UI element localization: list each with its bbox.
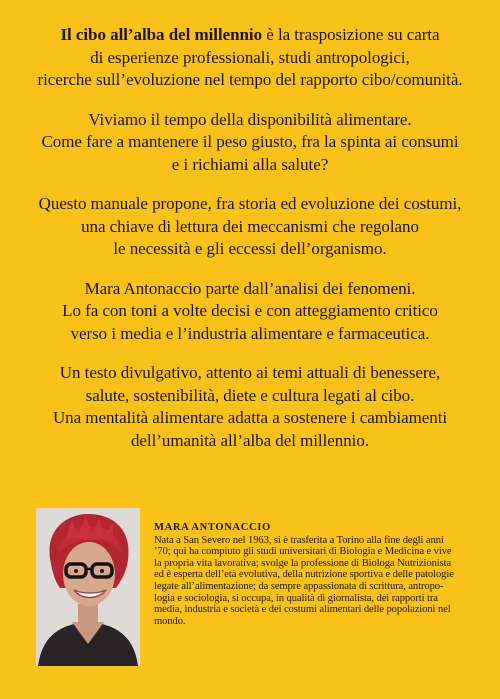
bio-line: logia e sociologia, si occupa, in qualità di giornalista, dei rapporti tra — [154, 592, 438, 604]
blurb-paragraph-5 — [14, 362, 486, 452]
author-portrait-image — [36, 508, 140, 666]
blurb — [14, 24, 486, 469]
blurb-line: Un testo divulgativo, attento ai temi attuali di benessere, — [59, 363, 441, 382]
blurb-paragraph-3 — [14, 193, 486, 261]
bio-line: ed è esperta dell’età evolutiva, della nutrizione sportiva e delle patologie — [154, 569, 454, 581]
blurb-text: è la trasposizione su carta — [262, 25, 440, 44]
book-title: Il cibo all’alba del millennio — [60, 25, 263, 44]
bio-line: media, industria e società e dei costumi alimentari delle popolazioni nel — [154, 604, 451, 616]
blurb-line: le necessità e gli eccessi dell’organismo. — [113, 239, 387, 258]
blurb-paragraph-4 — [14, 278, 486, 346]
bio-line: mondo. — [154, 615, 186, 627]
author-section — [36, 508, 486, 658]
author-bio — [154, 522, 486, 627]
bio-line: ’70; qui ha compiuto gli studi universitari di Biologia e Medicina e vive — [154, 546, 452, 558]
blurb-line: Lo fa con toni a volte decisi e con atteggiamento critico — [62, 301, 438, 320]
blurb-line: una chiave di lettura dei meccanismi che regolano — [81, 216, 419, 236]
blurb-line — [14, 24, 486, 47]
blurb-line: Una mentalità alimentare adatta a sostenere i cambiamenti — [52, 408, 448, 427]
blurb-line: di esperienze professionali, studi antropologici, — [90, 47, 410, 67]
blurb-line: salute, sostenibilità, diete e cultura legati al cibo. — [85, 385, 415, 405]
blurb-line: Questo manuale propone, fra storia ed evoluzione dei costumi, — [38, 194, 462, 213]
bio-line: la propria vita lavorativa; svolge la professione di Biologa Nutrizionista — [154, 557, 452, 569]
blurb-line: verso i media e l’industria alimentare e farmaceutica. — [70, 323, 430, 343]
blurb-line: Mara Antonaccio parte dall’analisi dei fenomeni. — [84, 278, 416, 298]
blurb-line: dell’umanità all’alba del millennio. — [130, 430, 369, 450]
blurb-paragraph-1 — [14, 24, 486, 92]
author-name: MARA ANTONACCIO — [154, 522, 271, 533]
blurb-line: Viviamo il tempo della disponibilità alimentare. — [88, 109, 412, 129]
bio-line: legate all’alimentazione; da sempre appassionata di scrittura, antropo- — [154, 580, 444, 592]
bio-line: Nata a San Severo nel 1963, si è trasferita a Torino alla fine degli anni — [154, 534, 444, 546]
blurb-line: e i richiami alla salute? — [171, 154, 329, 174]
blurb-line: ricerche sull’evoluzione nel tempo del rapporto cibo/comunità. — [37, 70, 463, 89]
author-photo — [36, 508, 140, 666]
blurb-paragraph-2 — [14, 109, 486, 177]
blurb-line: Come fare a mantenere il peso giusto, fra la spinta ai consumi — [41, 132, 459, 151]
